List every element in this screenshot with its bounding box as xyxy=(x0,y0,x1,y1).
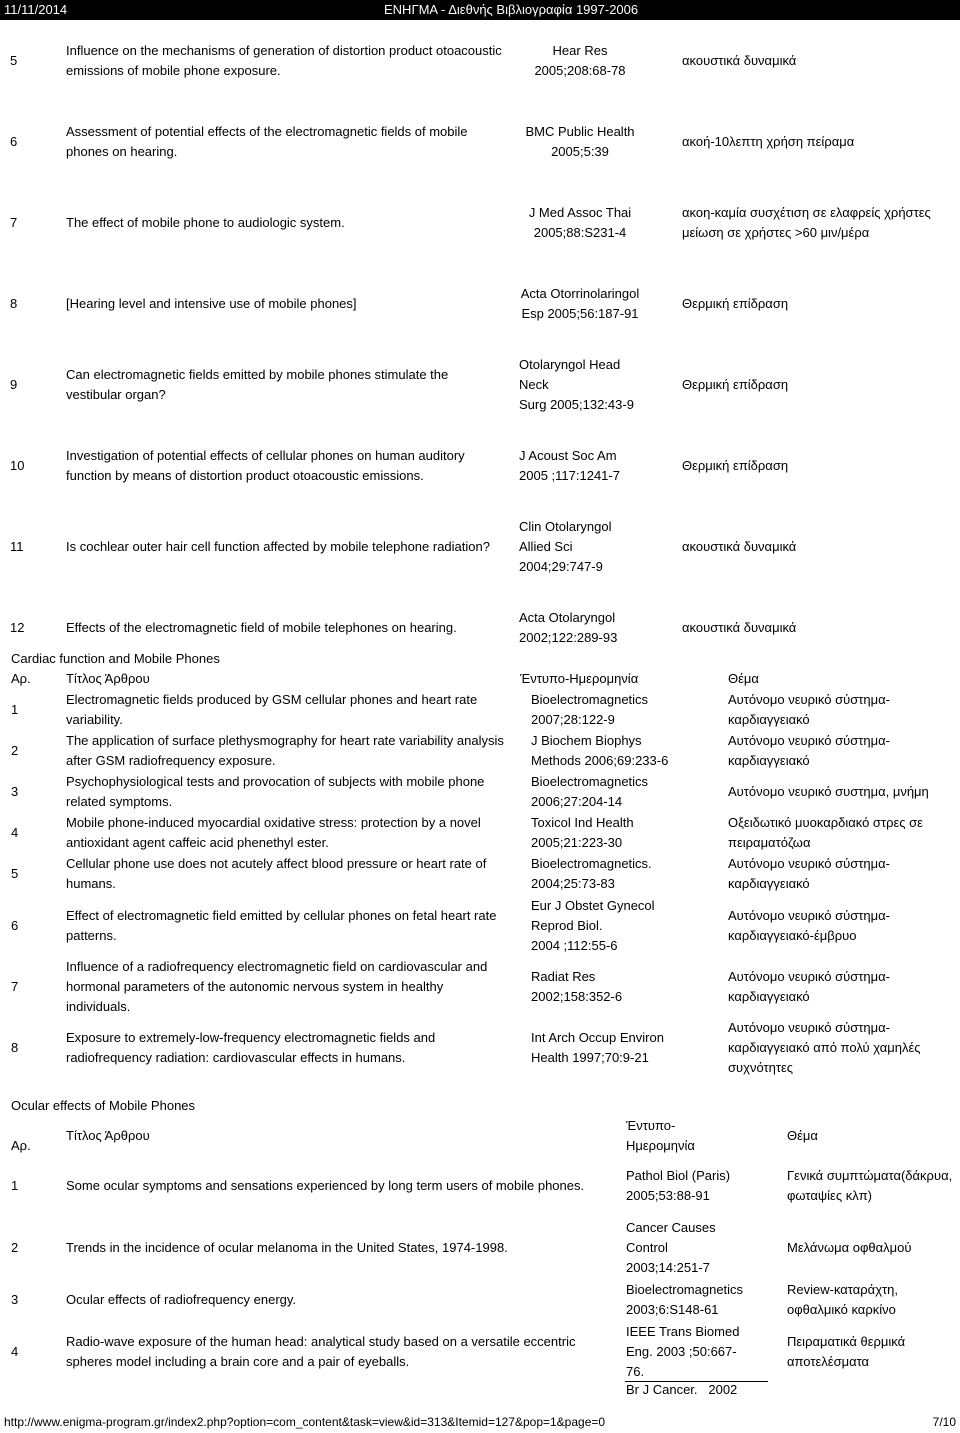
journal-date: Acta Otolaryngol 2002;122:289-93 xyxy=(519,609,618,645)
topic: Μελάνωμα οφθαλμού xyxy=(787,1240,912,1255)
topic: Αυτόνομο νευρικό σύστημα-καρδιαγγειακό xyxy=(728,856,890,891)
article-title: Influence of a radiofrequency electromagnetic field on cardiovascular and hormonal parameters of the autonomic nervous system in healthy individuals. xyxy=(66,959,488,1014)
article-title: The effect of mobile phone to audiologic system. xyxy=(66,214,345,230)
column-header-title: Τίτλος Άρθρου xyxy=(66,671,150,686)
table-row xyxy=(0,344,960,425)
topic: Αυτόνομο νευρικό σύστημα-καρδιαγγειακό xyxy=(728,692,890,727)
page-footer xyxy=(0,1412,960,1432)
article-title: Investigation of potential effects of cellular phones on human auditory function by means of distortion product otoacoustic emissions. xyxy=(66,447,465,483)
article-title: Effects of the electromagnetic field of mobile telephones on hearing. xyxy=(66,619,457,635)
row-number: 11 xyxy=(10,538,24,554)
article-title: The application of surface plethysmography for heart rate variability analysis after GSM radiofrequency exposure. xyxy=(66,733,504,768)
journal-date: Int Arch Occup Environ Health 1997;70:9-21 xyxy=(531,1030,664,1065)
topic: Πειραματικά θερμικά αποτελέσματα xyxy=(787,1334,906,1369)
table-row xyxy=(0,506,960,587)
article-title: Psychophysiological tests and provocation of subjects with mobile phone related symptoms. xyxy=(66,774,485,809)
topic: ακουστικά δυναμικά xyxy=(682,538,797,554)
hearing-table xyxy=(0,20,960,668)
article-title: Electromagnetic fields produced by GSM cellular phones and heart rate variability. xyxy=(66,692,478,727)
table-row xyxy=(0,20,960,101)
row-number: 10 xyxy=(10,457,25,473)
table-row xyxy=(0,772,960,812)
row-number: 5 xyxy=(10,52,18,68)
table-row xyxy=(0,263,960,344)
table-row xyxy=(0,813,960,853)
page-number: 7/10 xyxy=(932,1415,956,1429)
topic: Αυτόνομο νευρικό σύστημα-καρδιαγγειακό xyxy=(728,969,890,1004)
table-row xyxy=(0,1155,960,1217)
section-title-cardiac: Cardiac function and Mobile Phones xyxy=(11,651,220,666)
journal-date: IEEE Trans Biomed Eng. 2003 ;50:667- 76. xyxy=(626,1324,740,1379)
column-header-topic: Θέμα xyxy=(728,671,759,686)
topic: Γενικά συμπτώματα(δάκρυα, φωταψίες κλπ) xyxy=(787,1168,953,1203)
topic: ακοή-10λεπτη χρήση πείραμα xyxy=(682,133,855,149)
topic: Αυτόνομο νευρικό σύστημα-καρδιαγγειακό-έμβρυο xyxy=(728,908,890,943)
table-row xyxy=(0,731,960,771)
article-title: Cellular phone use does not acutely affect blood pressure or heart rate of humans. xyxy=(66,856,487,891)
journal-date: Bioelectromagnetics. 2004;25:73-83 xyxy=(531,856,652,891)
column-header-journal: Έντυπο-Ημερομηνία xyxy=(520,671,639,686)
row-number: 4 xyxy=(11,1344,19,1359)
article-title: Influence on the mechanisms of generation of distortion product otoacoustic emissions of mobile phone exposure. xyxy=(66,42,502,78)
row-number: 1 xyxy=(11,702,19,717)
topic: Θερμική επίδραση xyxy=(682,457,789,473)
journal-date: Eur J Obstet Gynecol Reprod Biol. 2004 ;112:55-6 xyxy=(531,898,655,953)
journal-date-continued: Br J Cancer. 2002 xyxy=(626,1382,738,1397)
footer-url[interactable]: http://www.enigma-program.gr/index2.php?option=com_content&task=view&id=313&Itemid=127&pop=1&page=0 xyxy=(4,1415,606,1429)
column-header-journal: Έντυπο- Ημερομηνία xyxy=(626,1118,695,1153)
table-row xyxy=(0,1279,960,1321)
topic: Οξειδωτικό μυοκαρδιακό στρες σε πειραματόζωα xyxy=(728,815,923,850)
topic: Θερμική επίδραση xyxy=(682,295,789,311)
row-number: 7 xyxy=(10,214,18,230)
table-row xyxy=(0,1321,960,1383)
topic: Θερμική επίδραση xyxy=(682,376,789,392)
row-number: 6 xyxy=(10,133,18,149)
table-row xyxy=(0,854,960,894)
journal-date: J Acoust Soc Am 2005 ;117:1241-7 xyxy=(519,447,620,483)
article-title: Mobile phone-induced myocardial oxidative stress: protection by a novel antioxidant agent caffeic acid phenethyl ester. xyxy=(66,815,481,850)
row-number: 3 xyxy=(11,1292,19,1307)
journal-date: Cancer Causes Control 2003;14:251-7 xyxy=(626,1220,716,1275)
journal-date: Radiat Res 2002;158:352-6 xyxy=(531,969,623,1004)
column-header-topic: Θέμα xyxy=(787,1128,818,1143)
column-header-number: Αρ. xyxy=(11,671,31,686)
journal-date: Bioelectromagnetics 2007;28:122-9 xyxy=(531,692,649,727)
row-number: 1 xyxy=(11,1178,19,1193)
row-number: 8 xyxy=(10,295,18,311)
journal-date: J Biochem Biophys Methods 2006;69:233-6 xyxy=(531,733,669,768)
row-number: 9 xyxy=(10,376,18,392)
table-row xyxy=(0,690,960,730)
row-number: 4 xyxy=(11,825,19,840)
article-title: Some ocular symptoms and sensations experienced by long term users of mobile phones. xyxy=(66,1178,585,1193)
article-title: Effect of electromagnetic field emitted by cellular phones on fetal heart rate patterns. xyxy=(66,908,497,943)
header-title: ΕΝΗΓΜΑ - Διεθνής Βιβλιογραφία 1997-2006 xyxy=(384,2,639,17)
table-row xyxy=(0,425,960,506)
row-number: 2 xyxy=(11,743,19,758)
topic: Αυτόνομο νευρικό σύστημα-καρδιαγγειακό xyxy=(728,733,890,768)
topic: ακουστικά δυναμικά xyxy=(682,619,797,635)
article-title: Assessment of potential effects of the electromagnetic fields of mobile phones on hearing. xyxy=(66,123,468,159)
article-title: [Hearing level and intensive use of mobile phones] xyxy=(66,295,357,311)
header-date: 11/11/2014 xyxy=(4,2,68,17)
journal-date: Bioelectromagnetics 2006;27:204-14 xyxy=(531,774,649,809)
page-header xyxy=(0,0,960,20)
article-title: Trends in the incidence of ocular melanoma in the United States, 1974-1998. xyxy=(66,1240,508,1255)
topic: ακοη-καμία συσχέτιση σε ελαφρείς χρήστες μείωση σε χρήστες >60 μιν/μέρα xyxy=(682,204,931,240)
journal-date: Acta Otorrinolaringol Esp 2005;56:187-91 xyxy=(520,285,640,321)
journal-date: Clin Otolaryngol Allied Sci 2004;29:747-9 xyxy=(519,518,612,574)
table-row xyxy=(0,101,960,182)
journal-date: Bioelectromagnetics 2003;6:S148-61 xyxy=(626,1282,744,1317)
row-number: 3 xyxy=(11,784,19,799)
section-title-ocular: Ocular effects of Mobile Phones xyxy=(11,1098,196,1113)
journal-date: Hear Res 2005;208:68-78 xyxy=(534,42,626,78)
table-row xyxy=(0,1217,960,1279)
journal-date: Toxicol Ind Health 2005;21:223-30 xyxy=(531,815,634,850)
row-number: 8 xyxy=(11,1040,19,1055)
article-title: Radio-wave exposure of the human head: analytical study based on a versatile eccentric spheres model including a brain core and a pair of eyeballs. xyxy=(66,1334,576,1369)
journal-date: Otolaryngol Head Neck Surg 2005;132:43-9 xyxy=(519,356,634,412)
row-number: 12 xyxy=(10,619,25,635)
row-number: 7 xyxy=(11,979,19,994)
journal-date: Pathol Biol (Paris) 2005;53:88-91 xyxy=(626,1168,731,1203)
journal-date: J Med Assoc Thai 2005;88:S231-4 xyxy=(528,204,632,240)
column-header-number: Αρ. xyxy=(11,1138,31,1153)
article-title: Ocular effects of radiofrequency energy. xyxy=(66,1292,297,1307)
topic: ακουστικά δυναμικά xyxy=(682,52,797,68)
row-number: 6 xyxy=(11,918,19,933)
article-title: Exposure to extremely-low-frequency electromagnetic fields and radiofrequency radiation: cardiovascular effects in humans. xyxy=(66,1030,436,1065)
topic: Review-καταράχτη, οφθαλμικό καρκίνο xyxy=(787,1282,898,1317)
row-number: 2 xyxy=(11,1240,19,1255)
article-title: Is cochlear outer hair cell function affected by mobile telephone radiation? xyxy=(66,538,490,554)
journal-date: BMC Public Health 2005;5:39 xyxy=(525,123,635,159)
row-number: 5 xyxy=(11,866,19,881)
table-row xyxy=(0,1017,960,1079)
topic: Αυτόνομο νευρικό σύστημα-καρδιαγγειακό από πολύ χαμηλές συχνότητες xyxy=(728,1020,921,1075)
topic: Αυτόνομο νευρικό συστημα, μνήμη xyxy=(728,784,929,799)
table-row xyxy=(0,895,960,957)
table-row xyxy=(0,182,960,263)
article-title: Can electromagnetic fields emitted by mobile phones stimulate the vestibular organ? xyxy=(66,366,449,402)
table-row xyxy=(0,957,960,1017)
column-header-title: Τίτλος Άρθρου xyxy=(66,1128,150,1143)
